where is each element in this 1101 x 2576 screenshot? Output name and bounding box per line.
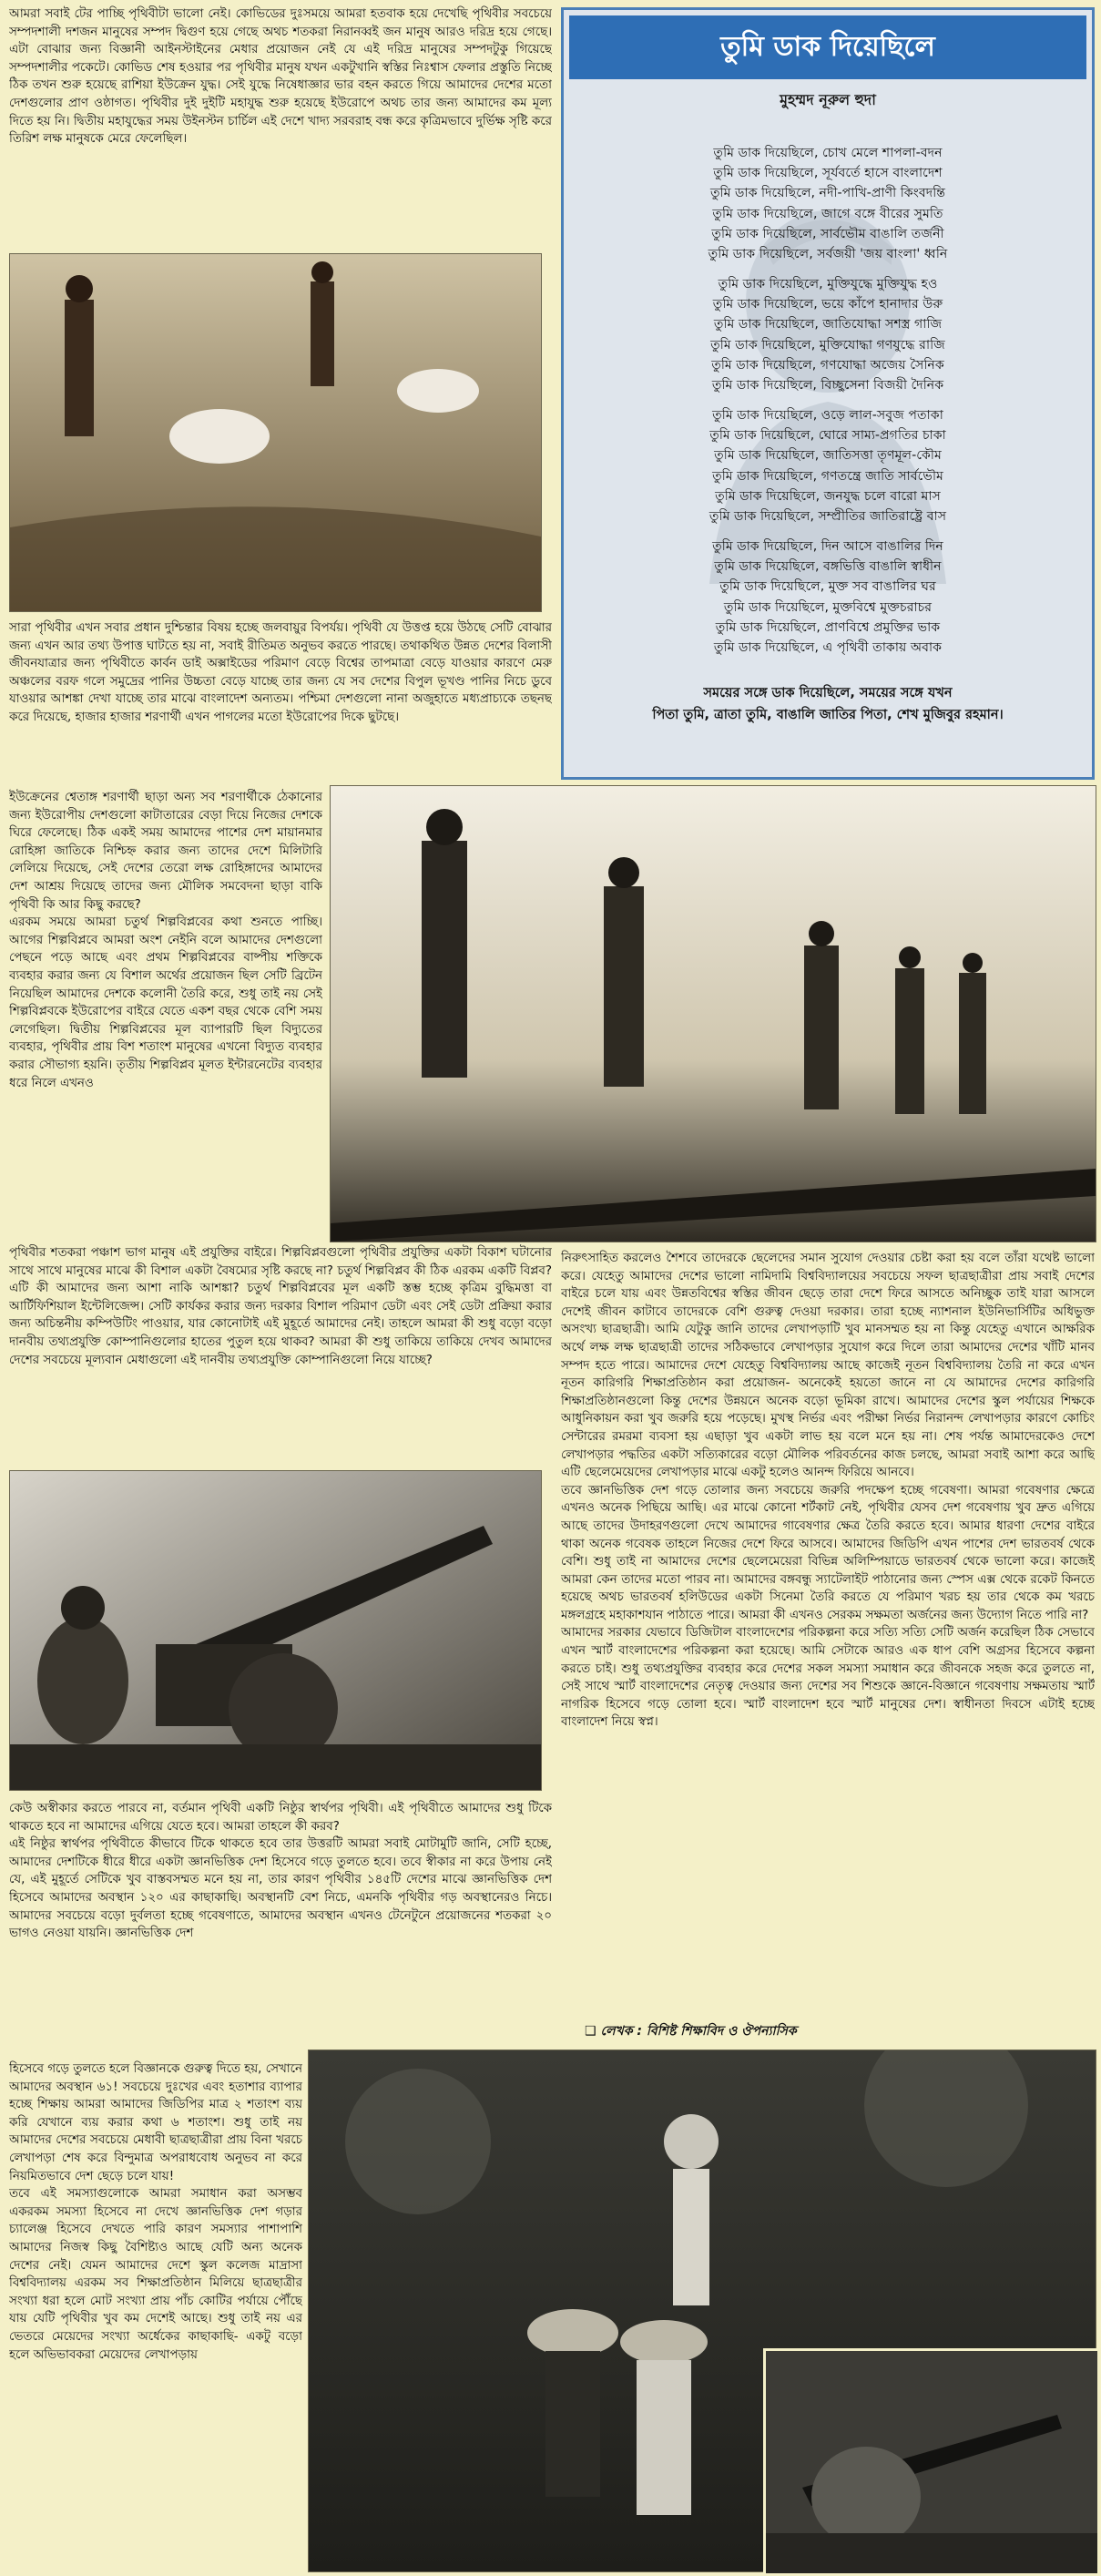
byline-text: লেখক : বিশিষ্ট শিক্ষাবিদ ও ঔপন্যাসিক (600, 2024, 797, 2039)
article-paragraph-education: হিসেবে গড়ে তুলতে হলে বিজ্ঞানকে গুরুত্ব দিতে হয়, সেখানে আমাদের অবস্থান ৬১! সবচেয়ে দুঃখের এবং হতাশার ব্যাপার হচ্ছে শিক্ষায় আমরা আমাদের জিডিপির মাত্র ২ শতাংশ ব্যয় করি যেখানে ব্যয় করার কথা ৬ শতাংশ। শুধু তাই নয় আমাদের দেশের সবচেয়ে মেধাবী ছাত্রছাত্রীরা প্রায় বিনা খরচে লেখাপড়া শেষ করে বিন্দুমাত্র অপরাধবোধ অনুভব না করে নিয়মিতভাবে দেশ ছেড়ে চলে যায়! তবে এই সমস্যাগুলোকে আমরা সমাধান করা অসম্ভব একরকম সমস্যা হিসেবে না দেখে জ্ঞানভিত্তিক দেশ গড়ার চ্যালেঞ্জ হিসেবে দেখতে পারি কারণ সমস্যার পাশাপাশি আমাদের নিজস্ব কিছু বৈশিষ্ট্যও আছে যেটি অন্য অনেক দেশের নেই। যেমন আমাদের দেশে স্কুল কলেজ মাদ্রাসা বিশ্ববিদ্যালয় এরকম সব শিক্ষাপ্রতিষ্ঠান মিলিয়ে ছাত্রছাত্রীর সংখ্যা ধরা হলে মোট সংখ্যা প্রায় পাঁচ কোটির পর্যায়ে পৌঁছে যায় যেটি পৃথিবীর খুব কম দেশেই আছে। শুধু তাই নয় এর ভেতরে মেয়েদের সংখ্যা অর্ধেকের কাছাকাছি- একটু বড়ো হলে অভিভাবকরা মেয়েদের লেখাপড়ায় (9, 2060, 302, 2571)
end-mark: ❑ (585, 2024, 596, 2039)
article-paragraph-knowledge-country: কেউ অস্বীকার করতে পারবে না, বর্তমান পৃথিবী একটি নিষ্ঠুর স্বার্থপর পৃথিবী। এই পৃথিবীতে আমাদের শুধু টিকে থাকতে হবে না আমাদের এগিয়ে যেতে হবে। আমরা তাহলে কী করব? এই নিষ্ঠুর স্বার্থপর পৃথিবীতে কীভাবে টিকে থাকতে হবে তার উত্তরটি আমরা সবাই মোটামুটি জানি, সেটি হচ্ছে, আমাদের দেশটিকে ধীরে ধীরে একটা জ্ঞানভিত্তিক দেশ হিসেবে গড়ে তুলতে হবে। তবে স্বীকার না করে উপায় নেই যে, এই মুহূর্তে সেটিকে খুব বাস্তবসম্মত মনে হয় না, তার কারণ পৃথিবীর ১৪৫টি দেশের মাঝে জ্ঞানভিত্তিক দেশ হিসেবে আমাদের অবস্থান ১২০ এর কাছাকাছি। অবস্থানটি বেশ নিচে, এমনকি পৃথিবীর গড় অবস্থানেরও নিচে। আমাদের সবচেয়ে বড়ো দুর্বলতা হচ্ছে গবেষণাতে, আমাদের অবস্থান এখনও টেনেটুনে প্রয়োজনের শতকরা ২০ ভাগও নেওয়া যায়নি। জ্ঞানভিত্তিক দেশ (9, 1800, 552, 2055)
poem-stanza-4: তুমি ডাক দিয়েছিলে, দিন আসে বাঙালির দিন তুমি ডাক দিয়েছিলে, বঙ্গভিত্তি বাঙালি স্বাধীন তুমি ডাক দিয়েছিলে, মুক্ত সব বাঙালির ঘর তুমি ডাক দিয়েছিলে, মুক্তবিশ্বে মুক্তচরাচর তুমি ডাক দিয়েছিলে, প্রাণবিশ্বে প্রমুক্তির ভাক তুমি ডাক দিয়েছিলে, এ পৃথিবী তাকায় অবাক (712, 539, 943, 656)
article-paragraph-industrial-revolution: পৃথিবীর শতকরা পঞ্চাশ ভাগ মানুষ এই প্রযুক্তির বাইরে। শিল্পবিপ্লবগুলো পৃথিবীর প্রযুক্তির একটা বিকাশ ঘটানোর সাথে সাথে মানুষের মাঝে কী বিশাল একটা বৈষম্যের সৃষ্টি করছে না? চতুর্থ শিল্পবিপ্লব কী ঠিক এরকম একটি বিপ্লব? এটি কী আমাদের জন্য আশা নাকি আশঙ্কা? চতুর্থ শিল্পবিপ্লবের মূল একটি স্তম্ভ হচ্ছে কৃত্রিম বুদ্ধিমত্তা বা আর্টিফিশিয়াল ইন্টেলিজেন্স। সেটি কার্যকর করার জন্য দরকার বিশাল পরিমাণ ডেটা এবং সেই ডেটা প্রক্রিয়া করার জন্য অচিন্তনীয় কম্পিউটিং পাওয়ার, যার কোনোটাই এই মুহূর্তে আমাদের নেই। তাহলে আমরা কী শুধু বড়ো বড়ো দানবীয় তথ্যপ্রযুক্তি কোম্পানিগুলোর হাতের পুতুল হয়ে থাকব? আমরা কী শুধু তাকিয়ে তাকিয়ে দেখব আমাদের দেশের সবচেয়ে মূল্যবান মেধাগুলো এই দানবীয় তথ্যপ্রযুক্তি কোম্পানিগুলো নিয়ে যাচ্ছে? (9, 1244, 552, 1463)
poem-stanza-2: তুমি ডাক দিয়েছিলে, মুক্তিযুদ্ধে মুক্তিযুদ্ধ হও তুমি ডাক দিয়েছিলে, ভয়ে কাঁপে হানাদার উরু তুমি ডাক দিয়েছিলে, জাতিযোদ্ধা সশস্ত্র গাজি তুমি ডাক দিয়েছিলে, মুক্তিযোদ্ধা গণযুদ্ধে রাজি তুমি ডাক দিয়েছিলে, গণযোদ্ধা অজেয় সৈনিক তুমি ডাক দিয়েছিলে, বিচ্ছুসেনা বিজয়ী দৈনিক (710, 277, 945, 394)
photo-walking-men (330, 785, 1096, 1242)
article-paragraph-intro: আমরা সবাই টের পাচ্ছি পৃথিবীটা ভালো নেই। কোভিডের দুঃসময়ে আমরা হতবাক হয়ে দেখেছি পৃথিবীর সবচেয়ে সম্পদশালী দশজন মানুষের সম্পদ দ্বিগুণ হয়ে গেছে অথচ শতকরা নিরানব্বই জন মানুষ আরও দরিদ্র হয়ে গেছে। এটা বোঝার জন্য বিজ্ঞানী আইনস্টাইনের মেধার প্রয়োজন নেই যে এই দরিদ্র মানুষের সম্পদটুকু গিয়েছে সম্পদশালীর পকেটে। কোভিড শেষ হওয়ার পর পৃথিবীর মানুষ যখন একটুখানি স্বস্তির নিঃশ্বাস ফেলার প্রস্তুতি নিচ্ছে ঠিক তখন শুরু হয়েছে রাশিয়া ইউক্রেন যুদ্ধ। সেই যুদ্ধে নিষেধাজ্ঞার ভার বহন করতে গিয়ে আমাদের দেশের মতো দেশগুলোর প্রাণ ওষ্ঠাগত। পৃথিবীর দুই দুইটি মহাযুদ্ধ শুরু হয়েছে ইউরোপে অথচ তার জন্য আমাদের কম মূল্য দিতে হয় নি। দ্বিতীয় মহাযুদ্ধের সময় উইনস্টন চার্চিল এই দেশে খাদ্য সরবরাহ বন্ধ করে কৃত্রিমভাবে দুর্ভিক্ষ সৃষ্টি করে তিরিশ লক্ষ মানুষকে মেরে ফেলেছিল। (9, 5, 552, 250)
article-paragraph-research: নিরুৎসাহিত করলেও শৈশবে তাদেরকে ছেলেদের সমান সুযোগ দেওয়ার চেষ্টা করা হয় বলে তাঁরা যথেষ্ট ভালো করে। যেহেতু আমাদের দেশের ভালো নামিদামি বিশ্ববিদ্যালয়ের সবচেয়ে সফল ছাত্রছাত্রীরা প্রায় সবাই দেশের বাইরে চলে যায় এবং উন্নতবিশ্বের স্বস্তির জীবন ছেড়ে তারা দেশে ফিরে আসতে অনিচ্ছুক তাই যারা আসলে দেশেই জীবন কাটাবে তাদেরকে বেশি গুরুত্ব দেওয়া দরকার। তারা হচ্ছে ন্যাশনাল ইউনিভার্সিটির অধিভুক্ত অসংখ্য ছাত্রছাত্রী। আমি যেটুকু জানি তাদের লেখাপড়াটি খুব মানসম্মত হয় না কিন্তু যেহেতু এখানে আক্ষরিক অর্থে লক্ষ লক্ষ ছাত্রছাত্রী তাদের সঠিকভাবে লেখাপড়ার সুযোগ করে দিলে তারা আমাদের দেশের খাঁটি মানব সম্পদ হতে পারে। আমাদের দেশে যেহেতু বিশ্ববিদ্যালয় আছে কাজেই নূতন বিশ্ববিদ্যালয় তৈরি না করে এখন নূতন কারিগরি শিক্ষাপ্রতিষ্ঠান করা প্রয়োজন- অনেকেই হয়তো জানে না যে আমাদের দেশের কারিগরি শিক্ষাপ্রতিষ্ঠানগুলো কিন্তু দেশের উন্নয়নে অনেক বড়ো ভূমিকা রাখে। আমাদের দেশের স্কুল পর্যায়ের শিক্ষকে আধুনিকায়ন করা খুব জরুরি হয়ে পড়েছে। মুখস্থ নির্ভর এবং পরীক্ষা নির্ভর নিরানন্দ লেখাপড়ার কারণে কোচিং সেন্টারের রমরমা ব্যবসা হয় এছাড়া খুব একটা লাভ হয় বলে মনে হয় না। শেষ পর্যন্ত আমাদেরকেও দেশে লেখাপড়ার পদ্ধতির একটা সত্যিকারের বড়ো মৌলিক পরিবর্তনের কাজ চলছে, আমরা সবাই আশা করে আছি এটি ছেলেমেয়েদের লেখাপড়ার মাঝে একটু হলেও আনন্দ ফিরিয়ে আনবে। তবে জ্ঞানভিত্তিক দেশ গড়ে তোলার জন্য সবচেয়ে জরুরি পদক্ষেপ হচ্ছে গবেষণা। আমরা গবেষণার ক্ষেত্রে এখনও অনেক পিছিয়ে আছি। এর মাঝে কোনো শর্টকাট নেই, পৃথিবীর যেসব দেশ গবেষণায় খুব দ্রুত এগিয়ে আছে তাদের উদাহরণগুলো দেখে আমাদের গাবেষণার ক্ষেত্র তৈরি করতে হবে। আমার ধারণা দেশের বাইরে থাকা অনেক গবেষক তাহলে নিজের দেশে ফিরে আসবে। আমাদের জিডিপি এখন পাশের দেশ ভারতবর্ষ থেকে বেশি। শুধু তাই না আমাদের দেশের ছেলেমেয়েরা বিভিন্ন অলিম্পিয়াডে ভারতবর্ষ থেকে ভালো করে। কাজেই আমরা কেন তাদের মতো পারব না। আমাদের বঙ্গবন্ধু স্যাটেলাইট পাঠানোর জন্য স্পেস এক্স থেকে রকেট কিনতে হয়েছে অথচ ভারতবর্ষ হলিউডের একটা সিনেমা তৈরি করতে যে পরিমাণ খরচ হয় তার থেকে কম খরচে মঙ্গলগ্রহে মহাকাশযান পাঠাতে পারে। আমরা কী এখনও সেরকম সক্ষমতা অর্জনের জন্য উদ্যোগ নিতে পারি না? আমাদের সরকার যেভাবে ডিজিটাল বাংলাদেশের পরিকল্পনা করে সত্যি সত্যি সেটি অর্জন করেছিল ঠিক সেভাবে এখন স্মার্ট বাংলাদেশের পরিকল্পনা করা হয়েছে। আমি সেটাকে আরও এক ধাপ বেশি অগ্রসর হিসেবে কল্পনা করতে চাই। শুধু তথ্যপ্রযুক্তির ব্যবহার করে দেশের সকল সমস্যা সমাধান করে জীবনকে সহজ করে তুলতে না, সেই সাথে স্মার্ট বাংলাদেশের নেতৃত্ব দেওয়ার জন্য দেশের সব শিশুকে জ্ঞানে-বিজ্ঞানে গবেষণায় সক্ষমতায় স্মার্ট নাগরিক হিসেবে গড়ে তোলা হবে। স্মার্ট বাংলাদেশ হবে স্মার্ট মানুষের দেশ। স্বাধীনতা দিবসে এটাই হচ্ছে বাংলাদেশ নিয়ে স্বপ্ন। (561, 1250, 1095, 2011)
poem-stanza-1: তুমি ডাক দিয়েছিলে, চোখ মেলে শাপলা-বদন তুমি ডাক দিয়েছিলে, সূর্যবর্তে হাসে বাংলাদেশ তুমি ডাক দিয়েছিলে, নদী-পাখি-প্রাণী কিংবদন্তি তুমি ডাক দিয়েছিলে, জাগে বঙ্গে বীরের সুমতি তুমি ডাক দিয়েছিলে, সার্বভৌম বাঙালি তর্জনী তুমি ডাক দিয়েছিলে, সর্বজয়ী 'জয় বাংলা' ধ্বনি (708, 146, 948, 262)
article-paragraph-refugees: ইউক্রেনের শ্বেতাঙ্গ শরণার্থী ছাড়া অন্য সব শরণার্থীকে ঠেকানোর জন্য ইউরোপীয় দেশগুলো কাটাতারের বেড়া দিয়ে নিজের দেশকে ঘিরে ফেলেছে। ঠিক একই সময় আমাদের পাশের দেশ মায়ানমার রোহিঙ্গা জাতিকে নিশ্চিহ্ন করার জন্য তাদের দেশে মিলিটারি লেলিয়ে দিয়েছে, সেই দেশের তেরো লক্ষ রোহিঙ্গাদের আমাদের দেশ আশ্রয় দিয়েছে তাদের জন্য মৌলিক সমবেদনা ছাড়া বাকি পৃথিবী কি আর কিছু করছে? এরকম সময়ে আমরা চতুর্থ শিল্পবিপ্লবের কথা শুনতে পাচ্ছি। আগের শিল্পবিপ্লবে আমরা অংশ নেইনি বলে আমাদের দেশগুলো পেছনে পড়ে আছে এবং প্রথম শিল্পবিপ্লবের বাষ্পীয় শক্তিকে ব্যবহার করার জন্য যে বিশাল অর্থের প্রয়োজন ছিল সেটি ব্রিটেন নিয়েছিল আমাদের দেশকে কলোনী তৈরি করে, শুধু তাই নয় সেই শিল্পবিপ্লবকে ইউরোপের বাইরে যেতে একশ বছর থেকে বেশি সময় লেগেছিল। দ্বিতীয় শিল্পবিপ্লবের মূল ব্যাপারটি ছিল বিদ্যুতের ব্যবহার, পৃথিবীর প্রায় বিশ শতাংশ মানুষের এখনো বিদ্যুত ব্যবহার করার সৌভাগ্য হয়নি। তৃতীয় শিল্পবিপ্লব মূলত ইন্টারনেটের ব্যবহার ধরে নিলে এখনও (9, 789, 322, 1239)
photo-farmers-ploughing (9, 253, 542, 612)
photo-artillery-soldiers (9, 1470, 542, 1791)
photo-inset-gunner (763, 2348, 1100, 2576)
poem-title: তুমি ডাক দিয়েছিলে (569, 15, 1086, 79)
poem-closing-lines: সময়ের সঙ্গে ডাক দিয়েছিলে, সময়ের সঙ্গে যখন পিতা তুমি, ত্রাতা তুমি, বাঙালি জাতির পিতা, শেখ মুজিবুর রহমান। (652, 686, 1004, 722)
poem-stanza-3: তুমি ডাক দিয়েছিলে, ওড়ে লাল-সবুজ পতাকা তুমি ডাক দিয়েছিলে, ঘোরে সাম্য-প্রগতির চাকা তুমি ডাক দিয়েছিলে, জাতিসত্তা তৃণমূল-কৌম তুমি ডাক দিয়েছিলে, গণতন্ত্রে জাতি সার্বভৌম তুমি ডাক দিয়েছিলে, জনযুদ্ধ চলে বারো মাস তুমি ডাক দিয়েছিলে, সম্প্রীতির জাতিরাষ্ট্রে বাস (709, 408, 947, 525)
poem-author: মুহম্মদ নূরুল হুদা (780, 91, 876, 108)
article-paragraph-climate: সারা পৃথিবীর এখন সবার প্রধান দুশ্চিন্তার বিষয় হচ্ছে জলবায়ুর বিপর্যয়। পৃথিবী যে উত্তপ্ত হয়ে উঠছে সেটি বোঝার জন্য এখন আর তথ্য উপাত্ত ঘাটতে হয় না, সবাই রীতিমত অনুভব করতে পারছে। তথাকথিত উন্নত দেশের বিলাসী জীবনযাত্রার জন্য পৃথিবীতে কার্বন ডাই অক্সাইডের পরিমাণ বেড়ে বিশ্বের তাপমাত্রা বেড়ে যাওয়ার কারণে মেরু অঞ্চলের বরফ গলে সমুদ্রের পানির উচ্চতা বেড়ে যাচ্ছে তার জন্য যে সব দেশের বিপুল ভূখণ্ড পানির নিচে ডুবে যাওয়ার আশঙ্কা দেখা যাচ্ছে তার মাঝে বাংলাদেশ অন্যতম। পশ্চিমা দেশগুলো নানা অজুহাতে মধ্যপ্রাচ্যকে তছনছ করে দিয়েছে, হাজার হাজার শরণার্থী এখন পাগলের মতো ইউরোপের দিকে ছুটছে। (9, 619, 552, 776)
author-byline (585, 2020, 797, 2042)
poem-box (561, 7, 1095, 780)
